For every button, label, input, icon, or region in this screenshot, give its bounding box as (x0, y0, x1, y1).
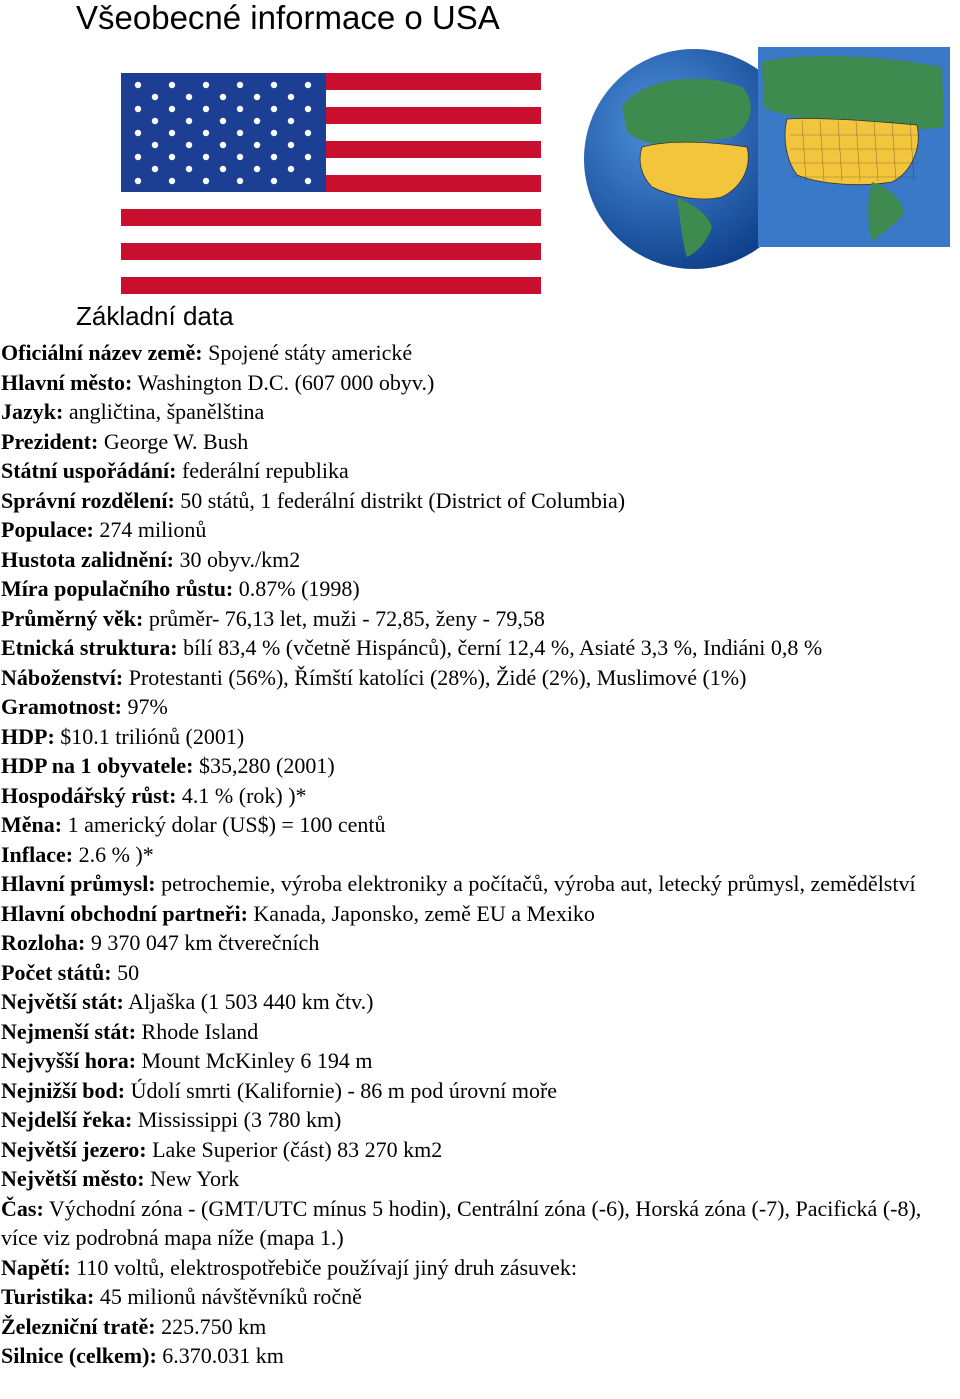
fact-item (1, 456, 959, 486)
fact-value: Mississippi (3 780 km) (132, 1107, 342, 1132)
fact-value: 50 (111, 959, 140, 985)
fact-value: Lake Superior (část) 83 270 km2 (146, 1136, 443, 1162)
fact-label: Rozloha: (1, 930, 86, 955)
fact-value: Protestanti (56%), Římští katolíci (28%), Židé (2%), Muslimové (1%) (123, 664, 747, 690)
fact-label: Etnická struktura: (1, 635, 178, 660)
fact-label: Napětí: (1, 1254, 71, 1280)
fact-value: Údolí smrti (Kalifornie) - 86 m pod úrovní moře (125, 1077, 558, 1103)
fact-label: HDP: (1, 723, 55, 749)
fact-label: Silnice (celkem): (1, 1343, 157, 1368)
fact-label: HDP na 1 obyvatele: (1, 753, 194, 778)
fact-item (1, 1135, 959, 1165)
fact-value: 45 milionů návštěvníků ročně (94, 1284, 362, 1309)
fact-item (1, 1105, 959, 1135)
fact-item (1, 1253, 959, 1283)
fact-value: 50 států, 1 federální distrikt (District of Columbia) (174, 487, 626, 513)
fact-item (1, 1017, 959, 1047)
fact-label: Měna: (1, 812, 63, 837)
fact-value: 4.1 % (rok) )* (176, 782, 307, 808)
fact-value: George W. Bush (98, 428, 249, 454)
fact-label: Nejdelší řeka: (1, 1107, 133, 1132)
fact-value: Kanada, Japonsko, země EU a Mexiko (247, 900, 595, 926)
fact-item (1, 1341, 959, 1371)
fact-value: 6.370.031 km (156, 1343, 284, 1368)
fact-label: Největší město: (1, 1166, 145, 1191)
fact-value: 9 370 047 km čtverečních (85, 930, 320, 955)
fact-item (1, 1282, 959, 1312)
fact-label: Nejnižší bod: (1, 1077, 126, 1103)
fact-item (1, 1046, 959, 1076)
fact-label: Správní rozdělení: (1, 487, 175, 513)
fact-value: 274 milionů (93, 517, 207, 542)
fact-item (1, 958, 959, 988)
fact-item (1, 427, 959, 457)
fact-value: Aljaška (1 503 440 km čtv.) (123, 989, 374, 1014)
fact-item (1, 722, 959, 752)
fact-value: $10.1 triliónů (2001) (54, 723, 245, 749)
fact-label: Železniční tratě: (1, 1313, 156, 1339)
fact-label: Hospodářský růst: (1, 782, 177, 808)
fact-item (1, 987, 959, 1017)
fact-item (1, 1076, 959, 1106)
fact-item (1, 545, 959, 575)
fact-item (1, 781, 959, 811)
fact-label: Náboženství: (1, 664, 124, 690)
fact-label: Největší jezero: (1, 1136, 147, 1162)
fact-value: bílí 83,4 % (včetně Hispánců), černí 12,4 %, Asiaté 3,3 %, Indiáni 0,8 % (177, 635, 823, 660)
fact-label: Hustota zalidnění: (1, 546, 174, 572)
fact-value: 0.87% (1998) (233, 576, 360, 601)
fact-value: 30 obyv./km2 (173, 546, 301, 572)
fact-label: Gramotnost: (1, 694, 122, 719)
fact-item (1, 515, 959, 545)
fact-value: Spojené státy americké (202, 340, 413, 365)
fact-label: Počet států: (1, 959, 112, 985)
fact-item (1, 1194, 959, 1253)
fact-item (1, 1164, 959, 1194)
fact-label: Čas: (1, 1195, 44, 1221)
fact-item (1, 928, 959, 958)
fact-label: Oficiální název země: (1, 340, 203, 365)
fact-label: Prezident: (1, 428, 99, 454)
fact-value: federální republika (176, 458, 349, 483)
usa-flag-icon (121, 73, 541, 294)
fact-item (1, 633, 959, 663)
fact-item (1, 899, 959, 929)
fact-label: Hlavní město: (1, 369, 133, 395)
fact-item (1, 338, 959, 368)
fact-value: Mount McKinley 6 194 m (136, 1048, 373, 1073)
fact-item (1, 368, 959, 398)
fact-value: $35,280 (2001) (193, 753, 335, 778)
fact-label: Míra populačního růstu: (1, 576, 234, 601)
fact-label: Největší stát: (1, 989, 124, 1014)
page-title: Všeobecné informace o USA (76, 0, 500, 36)
fact-label: Nejvyšší hora: (1, 1048, 137, 1073)
fact-item (1, 1312, 959, 1342)
fact-item (1, 869, 959, 899)
fact-item (1, 810, 959, 840)
fact-label: Jazyk: (1, 399, 64, 424)
fact-value: průměr- 76,13 let, muži - 72,85, ženy - 79,58 (143, 605, 545, 631)
fact-label: Populace: (1, 517, 94, 542)
fact-value: Washington D.C. (607 000 obyv.) (132, 369, 435, 395)
facts-list (1, 338, 959, 1371)
fact-value: angličtina, španělština (63, 399, 265, 424)
fact-value: 1 americký dolar (US$) = 100 centů (62, 812, 386, 837)
fact-item (1, 574, 959, 604)
fact-label: Hlavní průmysl: (1, 871, 156, 896)
fact-value: Rhode Island (136, 1018, 259, 1044)
fact-label: Turistika: (1, 1284, 95, 1309)
fact-value: petrochemie, výroba elektroniky a počítačů, výroba aut, letecký průmysl, zemědělství (155, 871, 916, 896)
fact-label: Hlavní obchodní partneři: (1, 900, 248, 926)
fact-label: Průměrný věk: (1, 605, 144, 631)
fact-value: 110 voltů, elektrospotřebiče používají jiný druh zásuvek: (70, 1254, 577, 1280)
fact-item (1, 486, 959, 516)
globe-north-america-icon (582, 47, 952, 272)
fact-value: 2.6 % )* (73, 841, 154, 867)
fact-item (1, 751, 959, 781)
fact-item (1, 840, 959, 870)
fact-value: New York (144, 1166, 240, 1191)
fact-value: Východní zóna - (GMT/UTC mínus 5 hodin), Centrální zóna (-6), Horská zóna (-7), Pacifická (-8), více viz podrobná mapa níže (mapa 1.) (1, 1195, 922, 1250)
section-title: Základní data (76, 301, 234, 331)
fact-item (1, 604, 959, 634)
fact-item (1, 692, 959, 722)
fact-label: Nejmenší stát: (1, 1018, 137, 1044)
fact-item (1, 397, 959, 427)
fact-item (1, 663, 959, 693)
fact-label: Inflace: (1, 841, 74, 867)
fact-value: 225.750 km (155, 1313, 267, 1339)
fact-value: 97% (121, 694, 168, 719)
fact-label: Státní uspořádání: (1, 458, 177, 483)
